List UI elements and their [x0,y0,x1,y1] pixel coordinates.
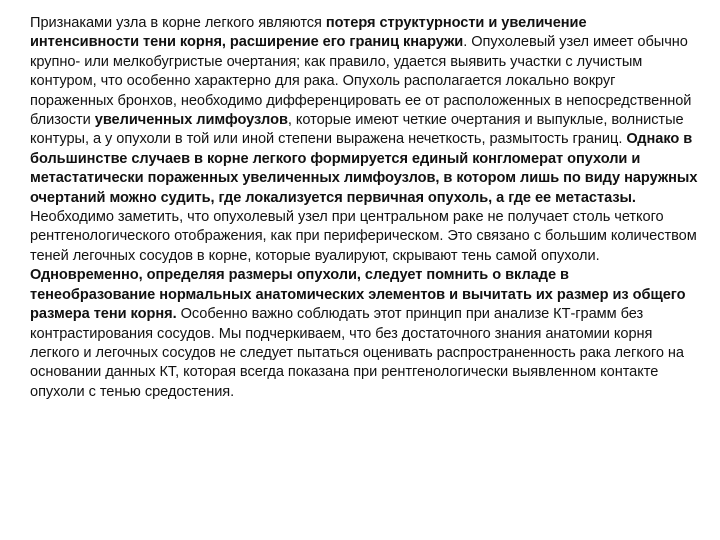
bold-text-run: Одновременно, определяя размеры опухоли, следует помнить о вкладе в тенеобразование нормальных анатомических элементов и вычитать их размер из общего размера тени корня. [30,267,686,323]
text-run: . Опухолевый узел имеет обычно крупно- или мелкобугристые очертания; как правило, удается выявить участки с лучистым контуром, что особенно характерно для рака. Опухоль располагается локально вокруг пораженных бронхов, необходимо дифференцировать ее от расположенных в непосредственной близости [30,34,692,129]
text-run: , которые имеют четкие очертания и выпуклые, волнистые контуры, а у опухоли в той или иной степени выражена нечеткость, размытость границ. [30,112,684,148]
bold-text-run: потеря структурности и увеличение интенсивности тени корня, расширение его границ кнаружи [30,15,587,51]
text-run: Признаками узла в корне легкого являются [30,15,326,31]
text-run: Необходимо заметить, что опухолевый узел при центральном раке не получает столь четкого рентгенологического отображения, как при периферическом. Это связано с большим количеством теней легочных сосудов в корне, которые вуалируют, скрывают тень самой опухоли. [30,209,697,264]
bold-text-run: Однако в большинстве случаев в корне легкого формируется единый конгломерат опухоли и метастатически пораженных увеличенных лимфоузлов, в котором лишь по виду наружных очертаний можно судить, где локализуется первичная опухоль, а где ее метастазы. [30,131,698,206]
text-run: Особенно важно соблюдать этот принцип при анализе КТ-грамм без контрастирования сосудов. Мы подчеркиваем, что без достаточного знания анатомии корня легкого и легочных сосудов не следует пытаться оценивать распространенность рака легкого на основании данных КТ, которая всегда показана при рентгенологически выявленном контакте опухоли с тенью средостения. [30,306,684,400]
bold-text-run: увеличенных лимфоузлов [94,112,288,129]
body-paragraph [30,14,698,402]
